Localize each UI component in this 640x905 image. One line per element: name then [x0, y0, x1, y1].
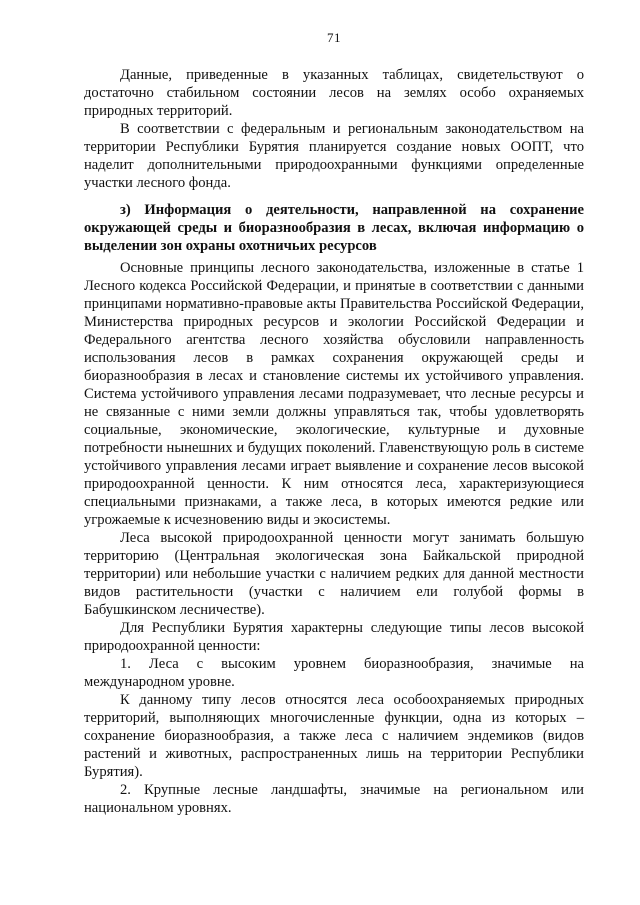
- paragraph-forest-type-1-description: К данному типу лесов относятся леса особоохраняемых природных территорий, выполняющих многочисленные функции, одна из которых – сохранение биоразнообразия, а также леса с наличием эндемиков (видов растений и животных, распространенных лишь на территории Республики Бурятия).: [84, 692, 584, 780]
- paragraph-tables-summary: Данные, приведенные в указанных таблицах, свидетельствуют о достаточно стабильном состоянии лесов на землях особо охраняемых природных территорий.: [84, 67, 584, 119]
- list-item-1: 1. Леса с высоким уровнем биоразнообразия, значимые на международном уровне.: [84, 656, 584, 690]
- paragraph-new-protected-areas: В соответствии с федеральным и региональным законодательством на территории Республики Бурятия планируется создание новых ООПТ, что наделит дополнительными природоохранными функциями определенные участки лесного фонда.: [84, 121, 584, 191]
- paragraph-forest-legislation: Основные принципы лесного законодательства, изложенные в статье 1 Лесного кодекса Российской Федерации, и принятые в соответствии с данными принципами нормативно-правовые акты Правительства Российской Федерации, Министерства природных ресурсов и экологии Российской Федерации и Федерального агентства лесного хозяйства обусловили направленность использования лесов в рамках сохранения окружающей среды и биоразнообразия в лесах и становление системы их устойчивого управления. Система устойчивого управления лесами подразумевает, что лесные ресурсы и не связанные с ними земли должны управляться так, чтобы удовлетворять социальные, экономические, экологические, культурные и духовные потребности нынешних и будущих поколений. Главенствующую роль в системе устойчивого управления лесами играет выявление и сохранение лесов высокой природоохранной ценности. К ним относятся леса, характеризующиеся специальными признаками, а также леса, в которых имеются редкие или угрожаемые к исчезновению виды и экосистемы.: [84, 260, 584, 528]
- section-heading: з) Информация о деятельности, направленной на сохранение окружающей среды и биоразнообразия в лесах, включая информацию о выделении зон охраны охотничьих ресурсов: [84, 202, 584, 254]
- paragraph-forest-types-intro: Для Республики Бурятия характерны следующие типы лесов высокой природоохранной ценности:: [84, 620, 584, 654]
- page-number: 71: [327, 30, 341, 45]
- document-page: [84, 30, 584, 817]
- list-item-2: 2. Крупные лесные ландшафты, значимые на региональном или национальном уровнях.: [84, 782, 584, 816]
- paragraph-high-conservation-value: Леса высокой природоохранной ценности могут занимать большую территорию (Центральная экологическая зона Байкальской природной территории) или небольшие участки с наличием редких для данной местности видов растительности (участки с наличием ели голубой формы в Бабушкинском лесничестве).: [84, 530, 584, 618]
